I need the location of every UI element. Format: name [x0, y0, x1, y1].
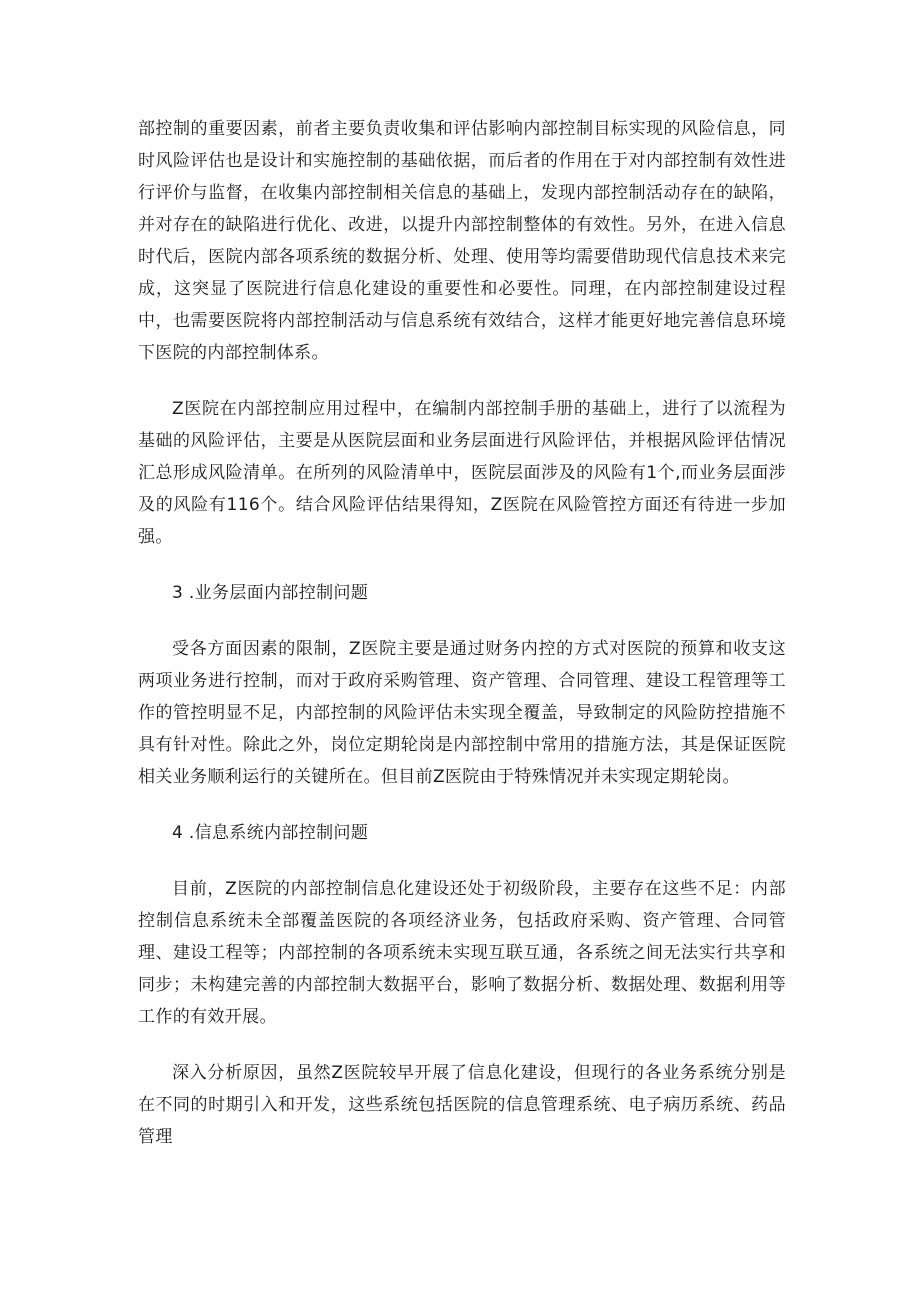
body-paragraph-3: 受各方面因素的限制，Z医院主要是通过财务内控的方式对医院的预算和收支这两项业务进行控制，而对于政府采购管理、资产管理、合同管理、建设工程管理等工作的管控明显不足，内部控制的风险评估未实现全覆盖，导致制定的风险防控措施不具有针对性。除此之外，岗位定期轮岗是内部控制中常用的措施方法，其是保证医院相关业务顺利运行的关键所在。但目前Z医院由于特殊情况并未实现定期轮岗。: [138, 639, 786, 787]
body-paragraph-4: 目前，Z医院的内部控制信息化建设还处于初级阶段，主要存在这些不足：内部控制信息系统未全部覆盖医院的各项经济业务，包括政府采购、资产管理、合同管理、建设工程等；内部控制的各项系统未实现互联互通，各系统之间无法实行共享和同步；未构建完善的内部控制大数据平台，影响了数据分析、数据处理、数据利用等工作的有效开展。: [138, 879, 786, 1027]
body-paragraph-2: Z医院在内部控制应用过程中，在编制内部控制手册的基础上，进行了以流程为基础的风险评估，主要是从医院层面和业务层面进行风险评估，并根据风险评估情况汇总形成风险清单。在所列的风险清单中，医院层面涉及的风险有1个,而业务层面涉及的风险有116个。结合风险评估结果得知，Z医院在风险管控方面还有待进一步加强。: [138, 399, 786, 547]
section-heading-4: 4 .信息系统内部控制问题: [172, 823, 369, 843]
body-paragraph-1: 部控制的重要因素，前者主要负责收集和评估影响内部控制目标实现的风险信息，同时风险评估也是设计和实施控制的基础依据，而后者的作用在于对内部控制有效性进行评价与监督，在收集内部控制相关信息的基础上，发现内部控制活动存在的缺陷，并对存在的缺陷进行优化、改进，以提升内部控制整体的有效性。另外，在进入信息时代后，医院内部各项系统的数据分析、处理、使用等均需要借助现代信息技术来完成，这突显了医院进行信息化建设的重要性和必要性。同理，在内部控制建设过程中，也需要医院将内部控制活动与信息系统有效结合，这样才能更好地完善信息环境下医院的内部控制体系。: [138, 119, 786, 363]
section-heading-3: 3 .业务层面内部控制问题: [172, 583, 369, 603]
body-paragraph-5: 深入分析原因，虽然Z医院较早开展了信息化建设，但现行的各业务系统分别是在不同的时期引入和开发，这些系统包括医院的信息管理系统、电子病历系统、药品管理: [138, 1063, 786, 1147]
document-page: [138, 113, 786, 1153]
